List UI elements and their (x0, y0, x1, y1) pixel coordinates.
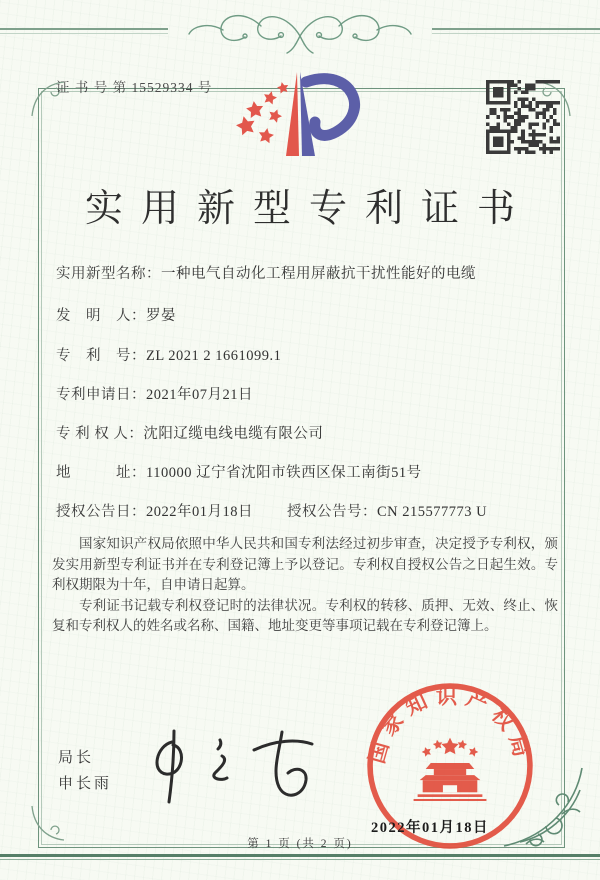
legal-paragraph-2: 专利证书记载专利权登记时的法律状况。专利权的转移、质押、无效、终止、恢复和专利权人的姓名或名称、国籍、地址变更等事项记载在专利登记簿上。 (52, 597, 558, 633)
field-label: 地 址： (56, 465, 146, 481)
commissioner-title: 局长 (58, 750, 95, 766)
field-label: 专利申请日： (56, 387, 146, 403)
page-number: 第 1 页 (共 2 页) (247, 838, 353, 850)
field-value: 2022年01月18日 (146, 504, 253, 520)
cnipa-logo-icon (226, 66, 376, 164)
field-label: 专 利 权 人： (56, 426, 144, 442)
field-row-name (56, 262, 564, 283)
svg-text:国家知识产权局 (365, 684, 536, 766)
field-value: 一种电气自动化工程用屏蔽抗干扰性能好的电缆 (161, 266, 476, 282)
top-rule-left (0, 28, 168, 34)
certificate-title: 实用新型专利证书 (84, 188, 533, 230)
qr-code (486, 80, 560, 154)
field-label: 授权公告号： (287, 504, 377, 520)
field-value: 罗晏 (146, 308, 176, 324)
bottom-rule (0, 854, 600, 860)
field-row-patentee (56, 422, 564, 443)
field-label: 发 明 人： (56, 308, 146, 324)
commissioner-name: 申长雨 (58, 776, 113, 792)
signoff-block (58, 745, 112, 797)
field-value: 沈阳辽缆电线电缆有限公司 (143, 426, 324, 442)
seal-text: 国家知识产权局 (364, 684, 536, 767)
field-row-patent-number (56, 344, 564, 365)
national-emblem (414, 738, 487, 801)
floral-ornament-icon (165, 4, 435, 60)
field-row-filing-date (56, 383, 564, 404)
signature-icon (132, 726, 327, 808)
legal-paragraph-1: 国家知识产权局依照中华人民共和国专利法经过初步审查，决定授予专利权，颁发实用新型专利证书并在专利登记簿上予以登记。专利权自授权公告之日起生效。专利权期限为十年，自申请日起算。 (52, 536, 558, 592)
certificate-number: 证 书 号 第 15529334 号 (56, 80, 213, 95)
field-value: ZL 2021 2 1661099.1 (146, 348, 282, 364)
seal-date: 2022年01月18日 (371, 820, 489, 836)
field-label: 授权公告日： (56, 504, 146, 520)
field-value: CN 215577773 U (377, 504, 488, 520)
field-row-inventor (56, 304, 564, 325)
field-value: 110000 辽宁省沈阳市铁西区保工南街51号 (146, 465, 422, 481)
field-label: 实用新型名称： (56, 266, 161, 282)
field-row-address (56, 461, 564, 482)
field-row-grant (56, 500, 564, 521)
field-value: 2021年07月21日 (146, 387, 253, 403)
legal-text (52, 534, 558, 637)
field-label: 专 利 号： (56, 348, 146, 364)
top-rule-right (432, 28, 600, 34)
